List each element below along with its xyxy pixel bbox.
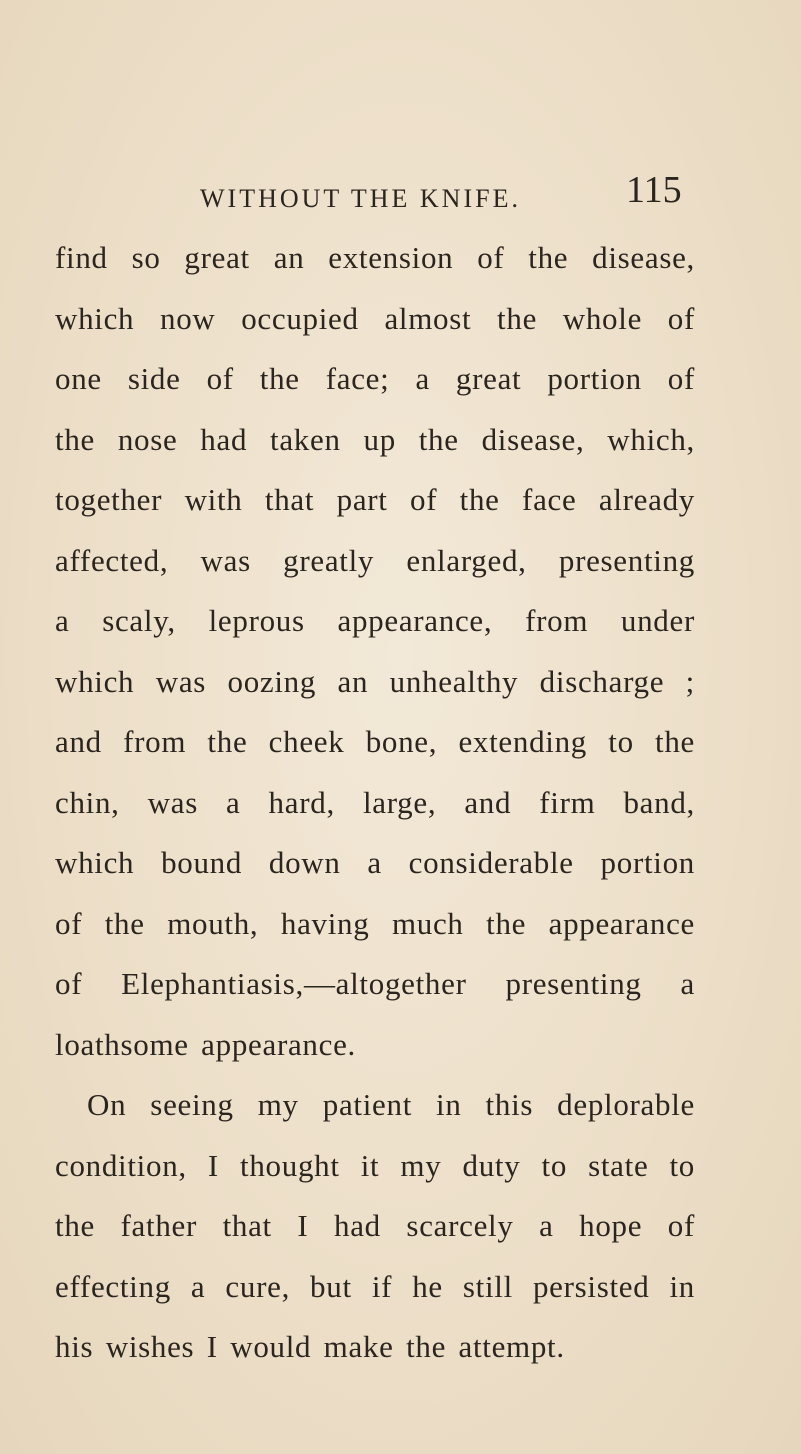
text-line: the nose had taken up the disease, which, xyxy=(55,421,695,457)
text-line: loathsome appearance. xyxy=(55,1026,356,1062)
text-line: of the mouth, having much the appearance xyxy=(55,905,695,941)
text-line: of Elephantiasis,—altogether presenting a xyxy=(55,966,695,1001)
text-line: and from the cheek bone, extending to the xyxy=(55,724,695,759)
text-line: find so great an extension of the disease, xyxy=(55,240,695,275)
text-line: which was oozing an unhealthy discharge ; xyxy=(55,663,695,699)
body-text xyxy=(55,228,695,1378)
text-line: which now occupied almost the whole of xyxy=(55,300,695,336)
text-line: On seeing my patient in this deplorable xyxy=(87,1087,695,1122)
text-line: chin, was a hard, large, and firm band, xyxy=(55,784,695,820)
page-number: 115 xyxy=(626,169,682,211)
text-line: a scaly, leprous appearance, from under xyxy=(55,603,695,638)
text-line: condition, I thought it my duty to state to xyxy=(55,1147,695,1183)
running-title: WITHOUT THE KNIFE. xyxy=(200,184,521,213)
text-line: his wishes I would make the attempt. xyxy=(55,1329,565,1364)
text-line: one side of the face; a great portion of xyxy=(55,361,695,396)
text-line: which bound down a considerable portion xyxy=(55,845,695,880)
text-line: effecting a cure, but if he still persisted in xyxy=(55,1268,695,1304)
text-line: together with that part of the face already xyxy=(55,482,695,517)
text-line: affected, was greatly enlarged, presenting xyxy=(55,542,695,578)
text-line: the father that I had scarcely a hope of xyxy=(55,1208,695,1243)
